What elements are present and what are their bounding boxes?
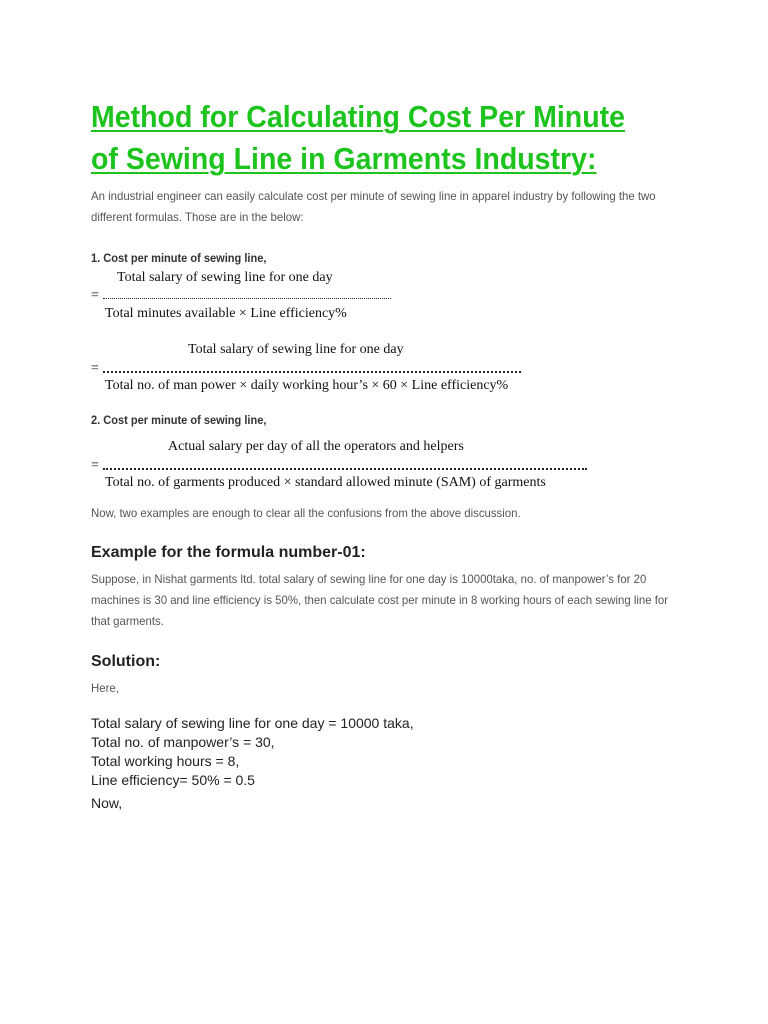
intro-paragraph: An industrial engineer can easily calculate cost per minute of sewing line in apparel industry by following the two different formulas. Those are in the below: [91,189,656,224]
title-line-2: of Sewing Line in Garments Industry: [91,141,597,176]
example-1-paragraph: Suppose, in Nishat garments ltd. total salary of sewing line for one day is 10000taka, no. of manpower’s for 20 machines is 30 and line efficiency is 50%, then calculate cost per minute in 8 working hours of each sewing line for that garments. [91,572,669,628]
formula-2-denominator: Total no. of garments produced × standard allowed minute (SAM) of garments [105,475,546,490]
example-1-heading: Example for the formula number-01: [91,544,366,561]
formula-2-numerator: Actual salary per day of all the operators and helpers [168,439,464,454]
page-title [91,96,680,180]
solution-heading: Solution: [91,653,161,670]
formula-1a-fraction-bar [103,298,391,299]
formula-1b-denominator: Total no. of man power × daily working hour’s × 60 × Line efficiency% [105,378,509,393]
given-values-list [91,714,414,790]
formula-2-equals: = [91,458,99,473]
solution-here: Here, [91,681,119,695]
formula-1-heading: 1. Cost per minute of sewing line, [91,251,267,265]
formula-2-heading: 2. Cost per minute of sewing line, [91,413,267,427]
formula-1b-equals: = [91,361,99,376]
formula-1a-numerator: Total salary of sewing line for one day [117,270,333,285]
transition-paragraph: Now, two examples are enough to clear all the confusions from the above discussion. [91,506,521,520]
given-value: Total salary of sewing line for one day = 10000 taka, [91,715,414,731]
given-value: Line efficiency= 50% = 0.5 [91,772,255,788]
formula-1b-fraction-bar [103,371,521,373]
formula-2-fraction-bar [103,468,587,470]
formula-1a-equals: = [91,288,99,303]
given-value: Total no. of manpower’s = 30, [91,734,275,750]
given-value: Total working hours = 8, [91,753,240,769]
solution-now: Now, [91,795,123,811]
title-line-1: Method for Calculating Cost Per Minute [91,99,625,134]
formula-1a-denominator: Total minutes available × Line efficiency% [105,306,347,321]
formula-1b-numerator: Total salary of sewing line for one day [188,342,404,357]
